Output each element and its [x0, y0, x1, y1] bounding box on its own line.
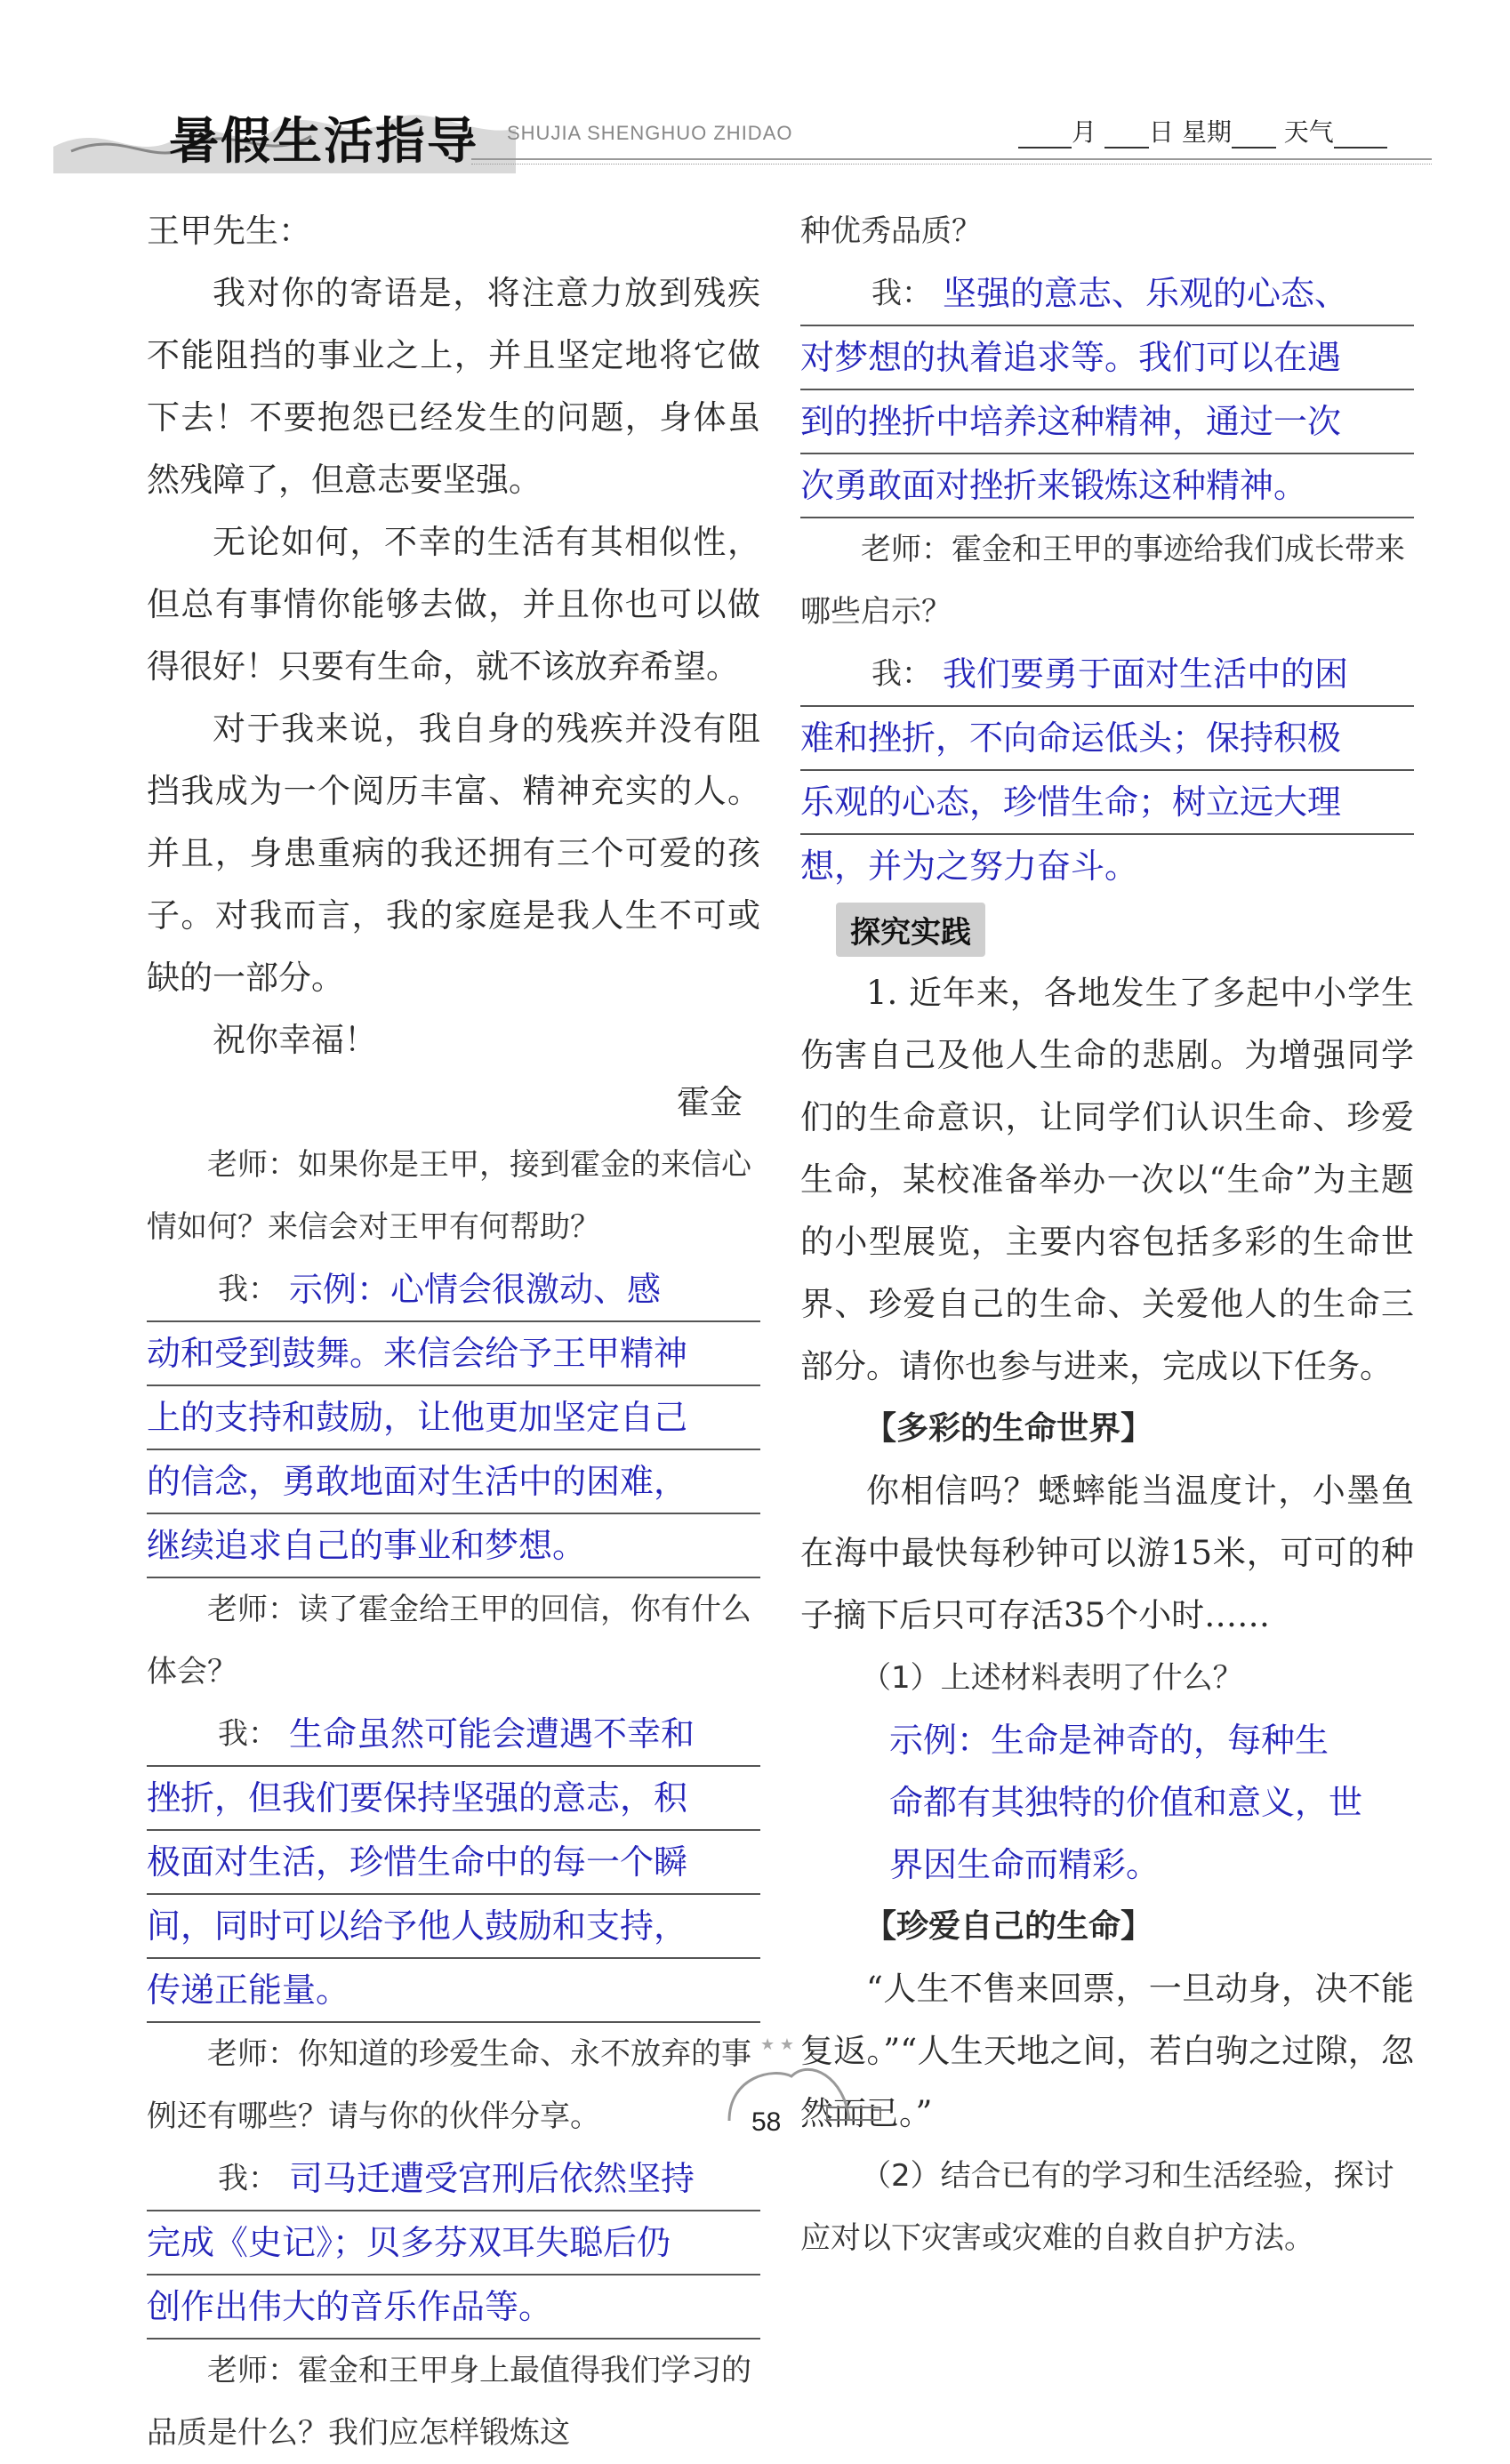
weather-label: 天气: [1283, 117, 1334, 147]
answer-line: [147, 1258, 760, 1322]
date-weather-line: [1018, 113, 1387, 148]
answer-line: 间，同时可以给予他人鼓励和支持，: [147, 1895, 760, 1959]
answer-line: 难和挫折，不向命运低头；保持积极: [800, 707, 1414, 771]
page-number: 58: [751, 2107, 782, 2137]
answer-3: [147, 2147, 760, 2340]
answer-line: 乐观的心态，珍惜生命；树立远大理: [800, 771, 1414, 835]
letter-closing: 祝你幸福！: [213, 1021, 377, 1059]
letter-salutation: 王甲先生：: [147, 212, 311, 250]
answer-line: 挫折，但我们要保持坚强的意志，积: [147, 1767, 760, 1831]
answer-line: 想，并为之努力奋斗。: [800, 847, 1139, 886]
question-6: （1）上述材料表明了什么？: [861, 1660, 1243, 1696]
section-tag-explore: 探究实践: [836, 903, 985, 957]
letter-paragraph: 对于我来说，我自身的残疾并没有阻挡我成为一个阅历丰富、精神充实的人。并且，身患重病的我还拥有三个可爱的孩子。对我而言，我的家庭是我人生不可或缺的一部分。: [147, 710, 760, 997]
answer-text: 司马迁遭受宫刑后依然坚持: [289, 2159, 695, 2198]
brand-title: 暑假生活指导: [169, 113, 478, 171]
answer-line: 继续追求自己的事业和梦想。: [147, 1514, 760, 1578]
task-intro: 1. 近年来，各地发生了多起中小学生伤害自己及他人生命的悲剧。为增强同学们的生命意识，让同学们认识生命、珍爱生命，某校准备举办一次以“生命”为主题的小型展览，主要内容包括多彩的生命世界、珍爱自己的生命、关爱他人的生命三部分。请你也参与进来，完成以下任务。: [800, 974, 1414, 1385]
answer-line: 极面对生活，珍惜生命中的每一个瞬: [147, 1831, 760, 1895]
answer-line: 传递正能量。: [147, 1959, 760, 2023]
answer-lead: 我：: [218, 1716, 278, 1752]
answer-line: 的信念，勇敢地面对生活中的困难，: [147, 1450, 760, 1514]
question-4-continued: 种优秀品质？: [800, 213, 982, 249]
letter-signature: 霍金: [677, 1083, 743, 1121]
brand-pinyin: SHUJIA SHENGHUO ZHIDAO: [507, 122, 793, 144]
answer-line: [147, 2147, 760, 2211]
letter-paragraph: 我对你的寄语是，将注意力放到残疾不能阻挡的事业之上，并且坚定地将它做下去！不要抱怨已经发生的问题，身体虽然残障了，但意志要坚强。: [147, 274, 760, 499]
answer-text: 生命虽然可能会遭遇不幸和: [289, 1714, 695, 1754]
header-rule: [471, 158, 1432, 165]
answer-text: 我们要勇于面对生活中的困: [943, 654, 1349, 694]
answer-line: [147, 1703, 760, 1767]
day-label: 日: [1148, 117, 1174, 147]
answer-text: 坚强的意志、乐观的心态、: [943, 274, 1349, 313]
answer-2: [147, 1703, 760, 2023]
question-3: 老师：你知道的珍爱生命、永不放弃的事例还有哪些？请与你的伙伴分享。: [147, 2036, 751, 2134]
answer-lead: 我：: [871, 656, 932, 692]
question-1: 老师：如果你是王甲，接到霍金的来信心情如何？来信会对王甲有何帮助？: [147, 1147, 751, 1245]
pencil-icon: [827, 2107, 880, 2120]
question-5: 老师：霍金和王甲的事迹给我们成长带来哪些启示？: [800, 532, 1405, 630]
answer-line: 到的挫折中培养这种精神，通过一次: [800, 390, 1414, 454]
answer-lead: 我：: [218, 1272, 278, 1307]
answer-line: 上的支持和鼓励，让他更加坚定自己: [147, 1386, 760, 1450]
answer-line: 界因生命而精彩。: [889, 1845, 1161, 1884]
question-2: 老师：读了霍金给王甲的回信，你有什么体会？: [147, 1592, 751, 1689]
answer-lead: 我：: [218, 2161, 278, 2196]
answer-line: 示例：生命是神奇的，每种生: [889, 1721, 1329, 1760]
answer-line: [800, 262, 1414, 326]
material-paragraph: 你相信吗？蟋蟀能当温度计，小墨鱼在海中最快每秒钟可以游15米，可可的种子摘下后只可存活35个小时……: [800, 1472, 1414, 1634]
left-column: [147, 200, 760, 2464]
question-7: （2）结合已有的学习和生活经验，探讨应对以下灾害或灾难的自救自护方法。: [800, 2158, 1394, 2256]
answer-line: 完成《史记》；贝多芬双耳失聪后仍: [147, 2211, 760, 2275]
answer-5: [800, 643, 1414, 897]
subsection-heading: 【多彩的生命世界】: [864, 1410, 1153, 1447]
letter-paragraph: 无论如何，不幸的生活有其相似性，但总有事情你能够去做，并且你也可以做得很好！只要有生命，就不该放弃希望。: [147, 523, 760, 686]
page-header: [53, 84, 1418, 191]
quote-paragraph: “人生不售来回票，一旦动身，决不能复返。”“人生天地之间，若白驹之过隙，忽然而已。”: [800, 1970, 1414, 2132]
answer-line: 创作出伟大的音乐作品等。: [147, 2275, 760, 2340]
star-icon: ★ ★: [760, 2035, 794, 2054]
answer-line: 动和受到鼓舞。来信会给予王甲精神: [147, 1322, 760, 1386]
question-4: 老师：霍金和王甲身上最值得我们学习的品质是什么？我们应怎样锻炼这: [147, 2353, 751, 2451]
footer-ornament: [694, 2023, 925, 2130]
month-label: 月: [1072, 117, 1097, 147]
subsection-heading: 【珍爱自己的生命】: [864, 1908, 1153, 1945]
answer-line: 命都有其独特的价值和意义，世: [889, 1783, 1363, 1822]
answer-lead: 我：: [871, 276, 932, 311]
answer-line: 次勇敢面对挫折来锻炼这种精神。: [800, 454, 1414, 518]
answer-text: 示例：心情会很激动、感: [289, 1270, 662, 1309]
answer-line: 对梦想的执着追求等。我们可以在遇: [800, 326, 1414, 390]
answer-4: [800, 262, 1414, 518]
weekday-label: 星期: [1181, 117, 1232, 147]
right-column: [800, 200, 1414, 2269]
answer-1: [147, 1258, 760, 1578]
answer-line: [800, 643, 1414, 707]
answer-6: [800, 1709, 1414, 1896]
